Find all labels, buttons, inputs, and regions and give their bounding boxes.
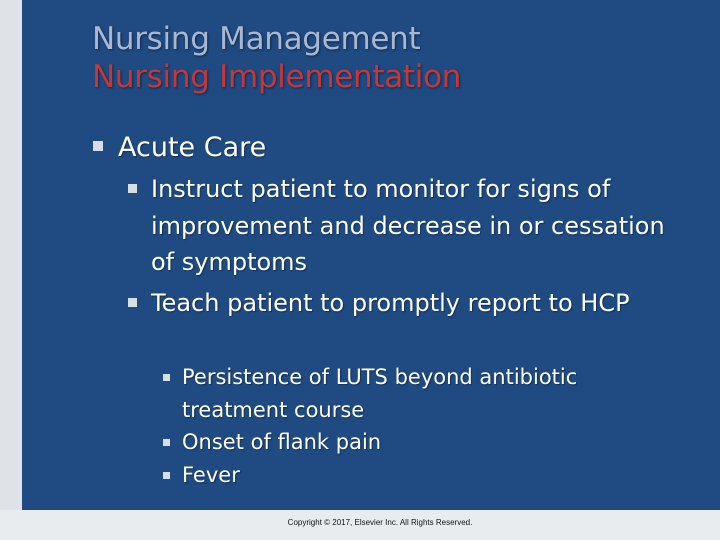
bullet-text: Instruct patient to monitor for signs of improvement and decrease in or cessation of symptoms <box>151 175 665 276</box>
bullet-text: Fever <box>182 463 240 487</box>
square-bullet-icon <box>128 298 137 307</box>
square-bullet-icon <box>93 141 103 151</box>
title-line-1: Nursing Management <box>92 21 421 57</box>
sub-bullet-persistence <box>182 361 682 427</box>
square-bullet-icon <box>128 184 137 193</box>
bullet-instruct-patient <box>151 171 691 281</box>
bullet-teach-patient <box>151 285 691 322</box>
sub-bullet-fever <box>182 459 682 492</box>
square-bullet-icon <box>163 439 170 446</box>
title-line-2: Nursing Implementation <box>92 59 462 95</box>
square-bullet-icon <box>163 374 170 381</box>
slide-title <box>92 20 461 96</box>
bullet-text: Persistence of LUTS beyond antibiotic treatment course <box>182 365 578 422</box>
bullet-acute-care <box>118 131 266 164</box>
sub-bullet-flank-pain <box>182 426 682 459</box>
bullet-text: Acute Care <box>118 132 267 163</box>
bullet-text: Teach patient to promptly report to HCP <box>151 289 630 317</box>
bullet-text: Onset of flank pain <box>182 430 382 454</box>
copyright-footer: Copyright © 2017, Elsevier Inc. All Rights Reserved. <box>287 518 473 527</box>
slide-left-edge <box>0 0 22 540</box>
square-bullet-icon <box>163 472 170 479</box>
